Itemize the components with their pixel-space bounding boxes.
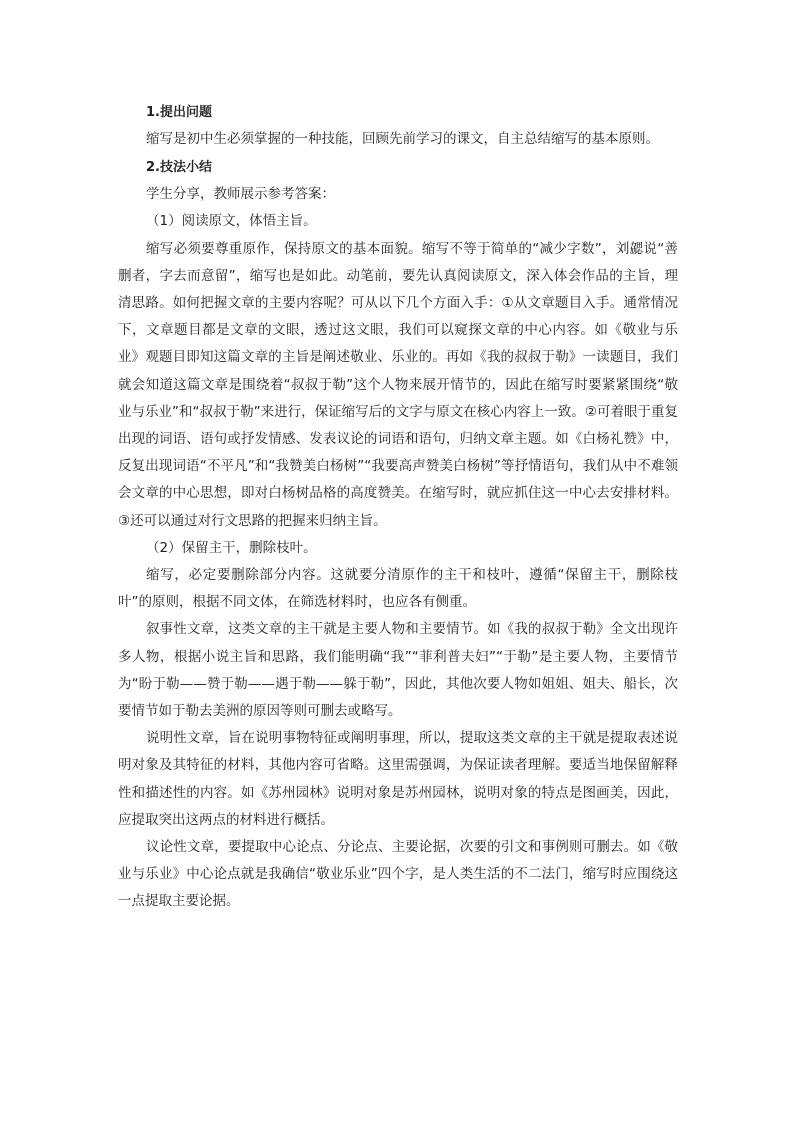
subheading-read-original: （1）阅读原文，体悟主旨。 — [146, 213, 317, 230]
section-heading-technique-summary: 2.技法小结 — [146, 160, 212, 176]
subheading-keep-trunk: （2）保留主干，删除枝叶。 — [146, 539, 317, 556]
paragraph-argumentative: 议论性文章，要提取中心论点、分论点、主要论据，次要的引文和事例则可删去。如《敬业与乐业》中心论点就是我确信“敬业乐业”四个字，是人类生活的不二法门，缩写时应围绕这一点提取主要论据。 — [118, 839, 678, 910]
document-page — [118, 98, 678, 916]
section-heading-ask-question: 1.提出问题 — [146, 105, 212, 120]
paragraph-keep-trunk: 缩写，必定要删除部分内容。这就要分清原作的主干和枝叶，遵循“保留主干，删除枝叶”的原则，根据不同文体，在筛选材料时，也应各有侧重。 — [118, 567, 678, 611]
paragraph-expository: 说明性文章，旨在说明事物特征或阐明事理，所以，提取这类文章的主干就是提取表述说明对象及其特征的材料，其他内容可省略。这里需强调，为保证读者理解。要适当地保留解释性和描述性的内容。如《苏州园林》说明对象是苏州园林，说明对象的特点是图画美，因此，应提取突出这两点的材料进行概括。 — [118, 730, 678, 828]
paragraph-narrative: 叙事性文章，这类文章的主干就是主要人物和主要情节。如《我的叔叔于勒》全文出现许多人物，根据小说主旨和思路，我们能明确“我”“菲利普夫妇”“于勒”是主要人物，主要情节为“盼于勒——赞于勒——遇于勒——躲于勒”，因此，其他次要人物如姐姐、姐夫、船长，次要情节如于勒去美洲的原因等则可删去或略写。 — [118, 621, 678, 720]
paragraph-intro: 学生分享，教师展示参考答案： — [146, 186, 335, 203]
paragraph-question: 缩写是初中生必须掌握的一种技能，回顾先前学习的课文，自主总结缩写的基本原则。 — [146, 131, 659, 147]
paragraph-read-original: 缩写必须要尊重原作，保持原文的基本面貌。缩写不等于简单的“减少字数”，刘勰说“善删者，字去而意留”，缩写也是如此。动笔前，要先认真阅读原文，深入体会作品的主旨，理清思路。如何把握文章的主要内容呢？可从以下几个方面入手：①从文章题目入手。通常情况下，文章题目都是文章的文眼，透过这文眼，我们可以窥探文章的中心内容。如《敬业与乐业》观题目即知这篇文章的主旨是阐述敬业、乐业的。再如《我的叔叔于勒》一读题目，我们就会知道这篇文章是围绕着“叔叔于勒”这个人物来展开情节的，因此在缩写时要紧紧围绕“敬业与乐业”和“叔叔于勒”来进行，保证缩写后的文字与原文在核心内容上一致。②可着眼于重复出现的词语、语句或抒发情感、发表议论的词语和语句，归纳文章主题。如《白杨礼赞》中，反复出现词语“不平凡”和“我赞美白杨树”“我要高声赞美白杨树”等抒情语句，我们从中不难领会文章的中心思想，即对白杨树品格的高度赞美。在缩写时，就应抓住这一中心去安排材料。③还可以通过对行文思路的把握来归纳主旨。 — [118, 240, 678, 529]
